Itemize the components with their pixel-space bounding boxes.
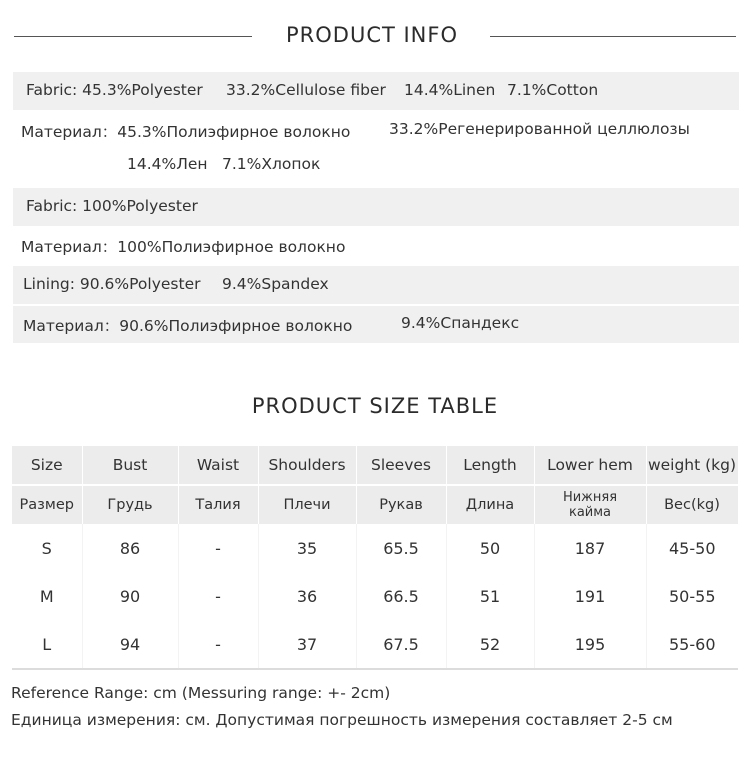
info-text: 33.2%Регенерированной целлюлозы (389, 120, 690, 138)
table-cell: 36 (258, 572, 356, 620)
size-table-title: PRODUCT SIZE TABLE (251, 394, 499, 418)
info-text: 7.1%Хлопок (222, 155, 321, 173)
info-text: Lining: 90.6%Polyester (23, 275, 201, 293)
table-cell: 50 (446, 524, 534, 572)
info-text: Fabric: 100%Polyester (26, 197, 198, 215)
table-cell: 191 (534, 572, 646, 620)
table-row (12, 620, 738, 668)
table-row (12, 572, 738, 620)
table-cell: 86 (82, 524, 178, 572)
header-row-en (12, 446, 738, 484)
header-cell: Sleeves (356, 446, 446, 484)
russian-note: Единица измерения: см. Допустимая погрешность измерения составляет 2-5 см (11, 711, 673, 729)
header-cell: Size (12, 446, 82, 484)
header-cell: weight (kg) (646, 446, 738, 484)
header-cell: Length (446, 446, 534, 484)
info-text: Материал：100%Полиэфирное волокно (21, 238, 346, 256)
table-cell: S (12, 524, 82, 572)
size-table (12, 446, 739, 670)
header-cell: Waist (178, 446, 258, 484)
header-cell: Талия (178, 486, 258, 524)
product-info-title: PRODUCT INFO (286, 23, 459, 47)
divider-left (14, 36, 252, 37)
info-row-material-2 (13, 228, 739, 264)
table-cell: 50-55 (646, 572, 738, 620)
table-cell: 195 (534, 620, 646, 668)
header-cell: Рукав (356, 486, 446, 524)
info-text: 9.4%Spandex (222, 275, 329, 293)
info-row-material-3 (13, 306, 739, 343)
header-cell: Shoulders (258, 446, 356, 484)
table-cell: M (12, 572, 82, 620)
table-cell: 67.5 (356, 620, 446, 668)
header-row-ru (12, 486, 738, 524)
header-cell: Bust (82, 446, 178, 484)
info-row-material-1 (13, 112, 739, 184)
info-text: 7.1%Cotton (507, 81, 599, 99)
info-text: Материал：45.3%Полиэфирное волокно (21, 123, 351, 141)
header-cell: Lower hem (534, 446, 646, 484)
table-cell: 51 (446, 572, 534, 620)
table-cell: 187 (534, 524, 646, 572)
header-cell: Нижняя кайма (534, 486, 646, 524)
header-cell: Длина (446, 486, 534, 524)
info-row-lining (13, 266, 739, 304)
info-row-fabric-1 (13, 72, 739, 110)
table-row (12, 524, 738, 572)
info-row-fabric-2 (13, 188, 739, 226)
info-text: Fabric: 45.3%Polyester (26, 81, 203, 99)
header-cell: Плечи (258, 486, 356, 524)
table-cell: 55-60 (646, 620, 738, 668)
table-cell: - (178, 572, 258, 620)
table-cell: 94 (82, 620, 178, 668)
info-text: 33.2%Cellulose fiber (226, 81, 386, 99)
divider-right (490, 36, 736, 37)
table-cell: 90 (82, 572, 178, 620)
table-cell: - (178, 524, 258, 572)
table-cell: 45-50 (646, 524, 738, 572)
table-cell: 37 (258, 620, 356, 668)
header-cell: Размер (12, 486, 82, 524)
header-cell: Грудь (82, 486, 178, 524)
table-cell: 35 (258, 524, 356, 572)
info-text: Материал：90.6%Полиэфирное волокно (23, 317, 353, 335)
table-cell: 65.5 (356, 524, 446, 572)
info-text: 14.4%Linen (404, 81, 496, 99)
table-cell: L (12, 620, 82, 668)
table-cell: 66.5 (356, 572, 446, 620)
product-info-header (0, 22, 750, 50)
table-cell: - (178, 620, 258, 668)
info-text: 9.4%Спандекс (401, 314, 520, 332)
info-text: 14.4%Лен (127, 155, 208, 173)
reference-note: Reference Range: cm (Messuring range: +- 2cm) (11, 684, 391, 702)
table-cell: 52 (446, 620, 534, 668)
header-cell: Вес(kg) (646, 486, 738, 524)
